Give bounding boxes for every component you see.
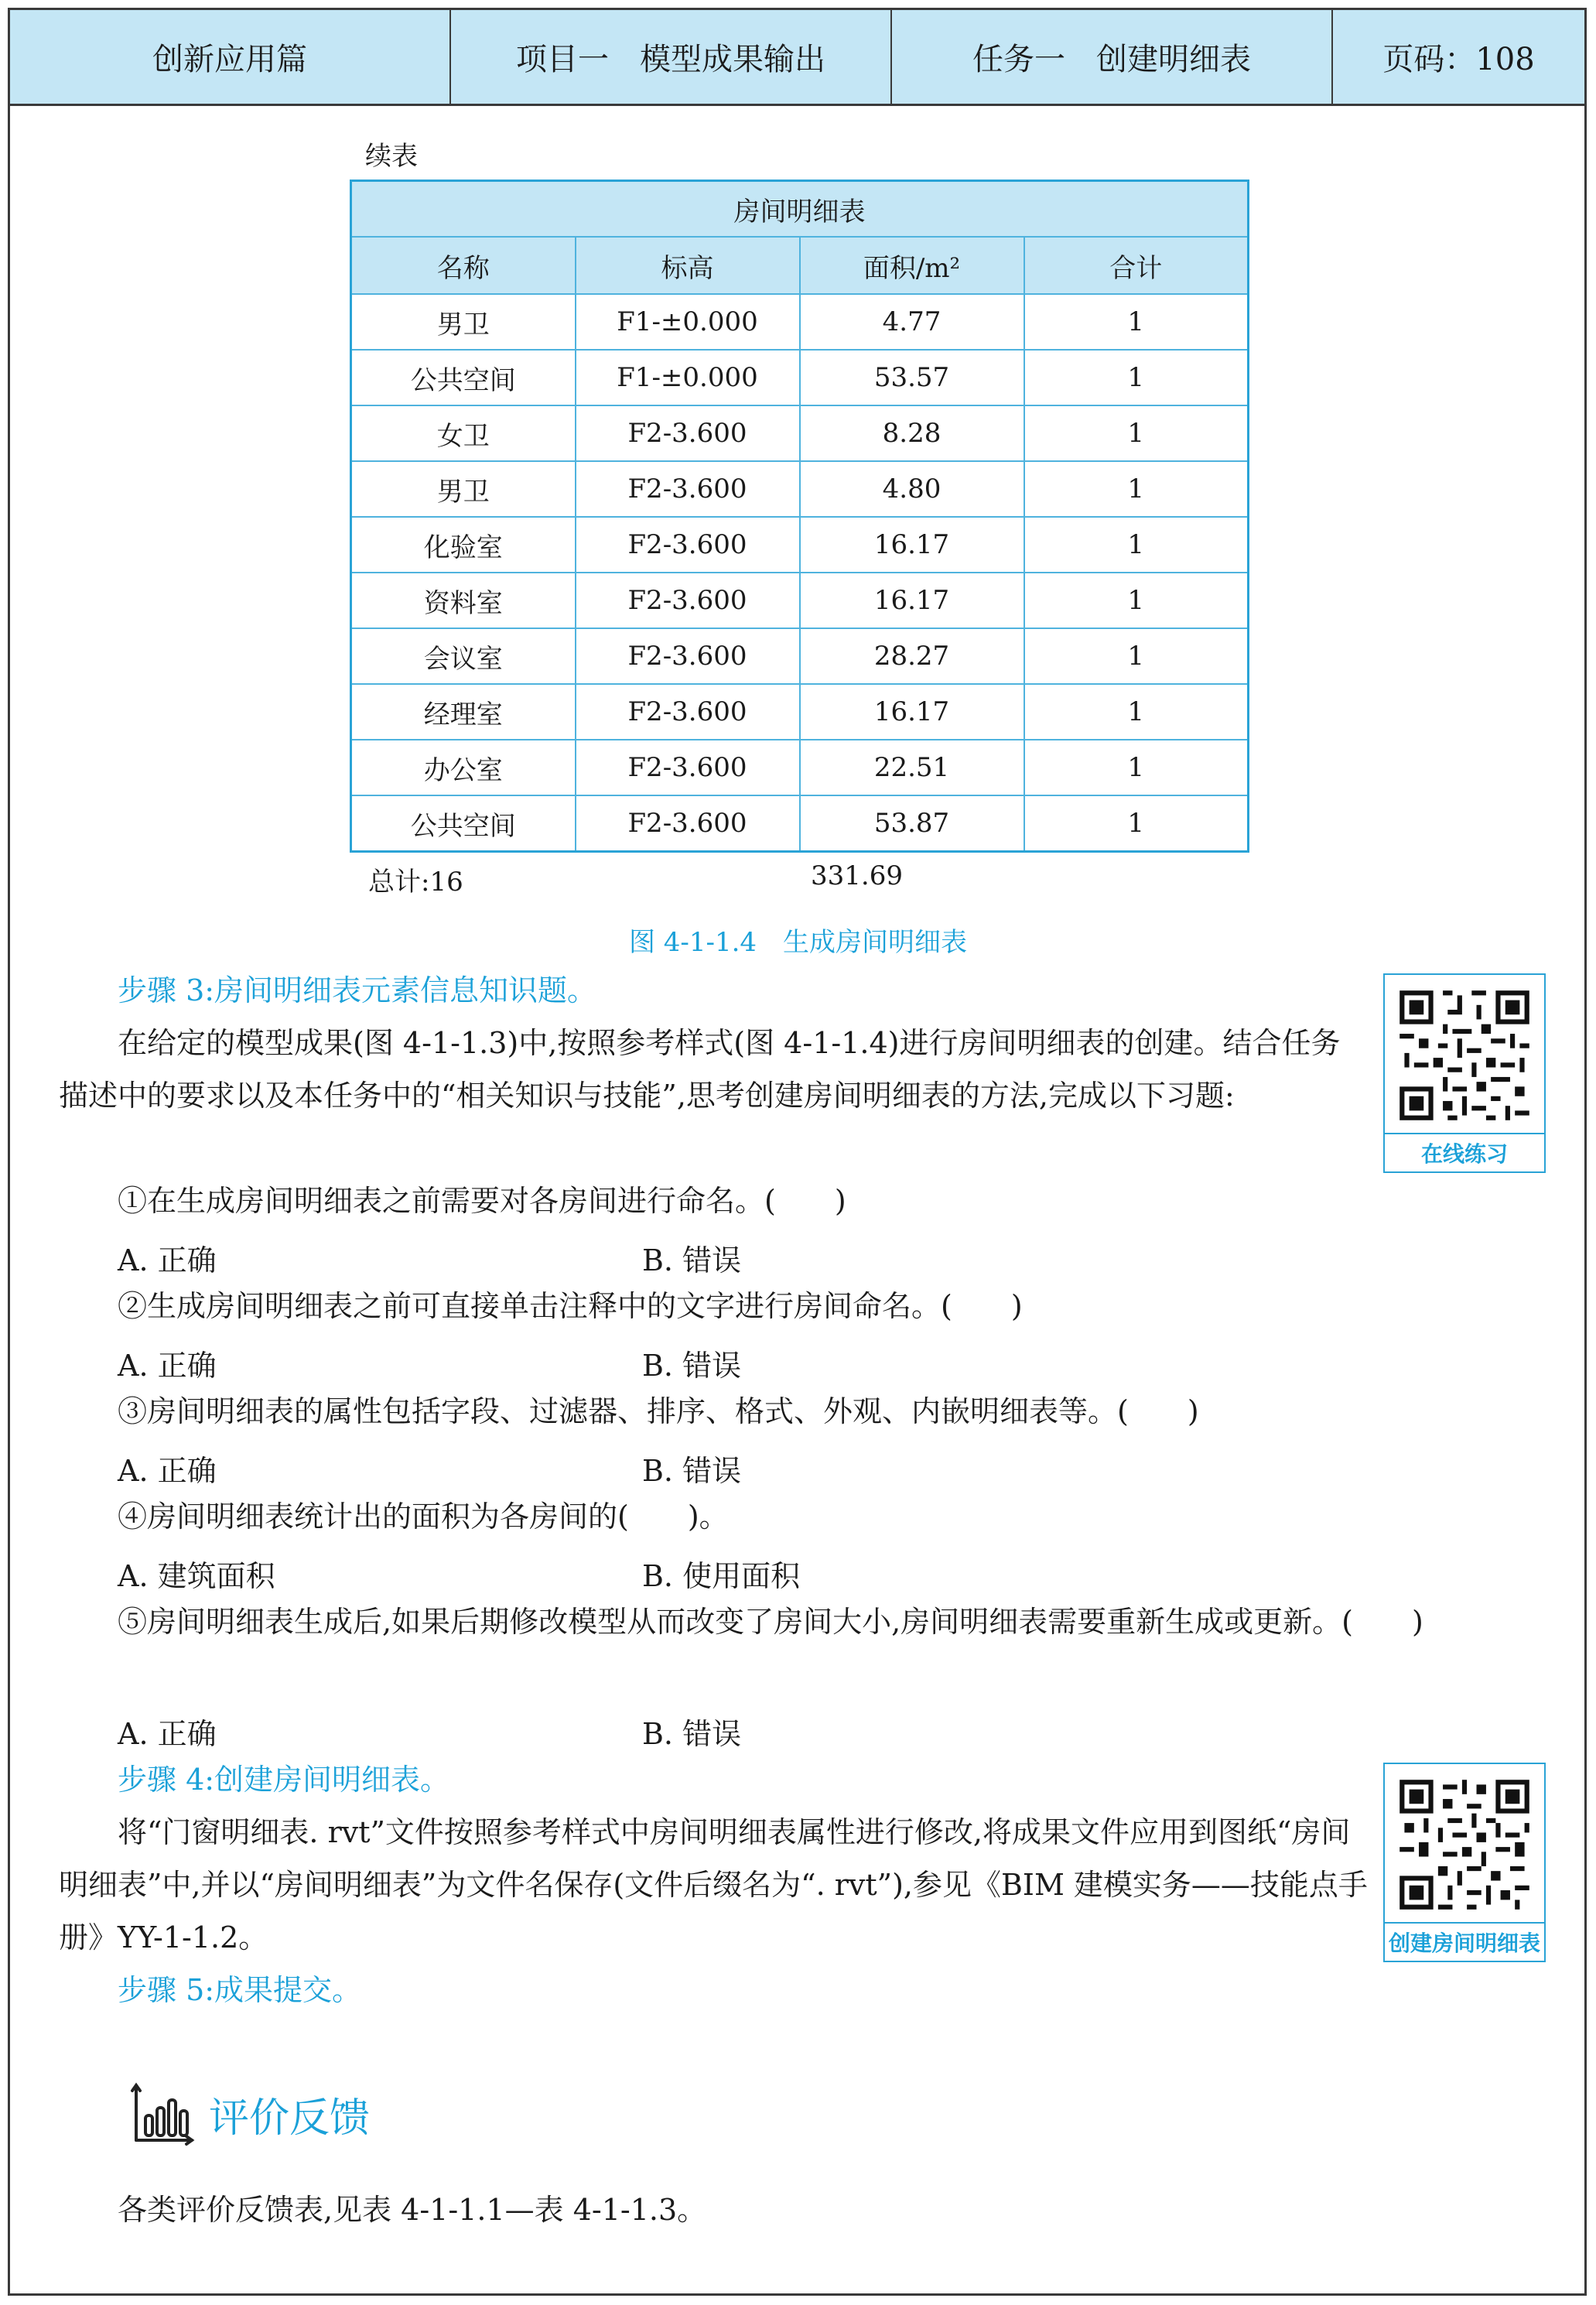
table-row xyxy=(351,740,1249,795)
cell-count: 1 xyxy=(1024,294,1249,350)
cell-level: F1-±0.000 xyxy=(576,294,800,350)
cell-level: F2-3.600 xyxy=(576,628,800,684)
cell-area: 4.77 xyxy=(800,294,1024,350)
qr-caption-online-practice: 在线练习 xyxy=(1385,1133,1544,1171)
column-header-area: 面积/m² xyxy=(800,237,1024,294)
step3-intro: 在给定的模型成果(图 4-1-1.3)中,按照参考样式(图 4-1-1.4)进行房间明细表的创建。结合任务描述中的要求以及本任务中的“相关知识与技能”,思考创建房间明细表的方法,完成以下习题: xyxy=(59,1026,1341,1113)
cell-name: 资料室 xyxy=(351,573,576,628)
step3-heading: 步骤 3:房间明细表元素信息知识题。 xyxy=(118,973,597,1007)
cell-name: 化验室 xyxy=(351,517,576,573)
cell-level: F2-3.600 xyxy=(576,461,800,517)
table-row xyxy=(351,294,1249,350)
cell-level: F2-3.600 xyxy=(576,740,800,795)
feedback-title: 评价反馈 xyxy=(209,2095,371,2142)
room-schedule-table xyxy=(350,180,1249,853)
question-3-option-b[interactable]: B. 错误 xyxy=(642,1454,742,1488)
question-3-option-a[interactable]: A. 正确 xyxy=(118,1454,217,1488)
cell-area: 16.17 xyxy=(800,684,1024,740)
cell-count: 1 xyxy=(1024,628,1249,684)
cell-name: 办公室 xyxy=(351,740,576,795)
qr-caption-create-room-schedule: 创建房间明细表 xyxy=(1385,1922,1544,1961)
cell-count: 1 xyxy=(1024,517,1249,573)
cell-count: 1 xyxy=(1024,795,1249,852)
question-4-option-a[interactable]: A. 建筑面积 xyxy=(118,1559,275,1593)
cell-name: 男卫 xyxy=(351,461,576,517)
step4-heading: 步骤 4:创建房间明细表。 xyxy=(118,1763,450,1797)
cell-name: 公共空间 xyxy=(351,795,576,852)
cell-count: 1 xyxy=(1024,684,1249,740)
feedback-text: 各类评价反馈表,见表 4-1-1.1—表 4-1-1.3。 xyxy=(118,2193,707,2227)
cell-count: 1 xyxy=(1024,740,1249,795)
cell-name: 经理室 xyxy=(351,684,576,740)
question-2: ②生成房间明细表之前可直接单击注释中的文字进行房间命名。( ) xyxy=(118,1289,1023,1323)
cell-area: 8.28 xyxy=(800,405,1024,461)
cell-level: F2-3.600 xyxy=(576,405,800,461)
column-header-count: 合计 xyxy=(1024,237,1249,294)
cell-count: 1 xyxy=(1024,461,1249,517)
cell-level: F2-3.600 xyxy=(576,795,800,852)
table-row xyxy=(351,350,1249,405)
cell-level: F2-3.600 xyxy=(576,573,800,628)
cell-level: F2-3.600 xyxy=(576,684,800,740)
qr-code-icon xyxy=(1395,1775,1534,1914)
cell-area: 53.87 xyxy=(800,795,1024,852)
cell-count: 1 xyxy=(1024,405,1249,461)
cell-count: 1 xyxy=(1024,573,1249,628)
cell-count: 1 xyxy=(1024,350,1249,405)
question-5-option-a[interactable]: A. 正确 xyxy=(118,1717,217,1751)
cell-name: 男卫 xyxy=(351,294,576,350)
qr-code-icon xyxy=(1395,986,1534,1125)
feedback-section-title xyxy=(130,2081,370,2146)
table-row xyxy=(351,517,1249,573)
column-header-level: 标高 xyxy=(576,237,800,294)
question-2-option-b[interactable]: B. 错误 xyxy=(642,1349,742,1383)
cell-level: F1-±0.000 xyxy=(576,350,800,405)
cell-name: 公共空间 xyxy=(351,350,576,405)
table-row xyxy=(351,628,1249,684)
table-row xyxy=(351,795,1249,852)
question-3: ③房间明细表的属性包括字段、过滤器、排序、格式、外观、内嵌明细表等。( ) xyxy=(118,1394,1199,1428)
table-row xyxy=(351,573,1249,628)
question-4-option-b[interactable]: B. 使用面积 xyxy=(642,1559,801,1593)
question-2-option-a[interactable]: A. 正确 xyxy=(118,1349,217,1383)
qr-create-room-schedule[interactable] xyxy=(1383,1763,1546,1962)
cell-name: 会议室 xyxy=(351,628,576,684)
cell-area: 16.17 xyxy=(800,517,1024,573)
header-project: 项目一 模型成果输出 xyxy=(451,10,892,104)
cell-name: 女卫 xyxy=(351,405,576,461)
step4-text: 将“门窗明细表. rvt”文件按照参考样式中房间明细表属性进行修改,将成果文件应用到图纸“房间明细表”中,并以“房间明细表”为文件名保存(文件后缀名为“. rvt”),参见《BIM 建模实务——技能点手册》YY-1-1.2。 xyxy=(59,1815,1368,1954)
cell-level: F2-3.600 xyxy=(576,517,800,573)
cell-area: 16.17 xyxy=(800,573,1024,628)
continued-label: 续表 xyxy=(365,141,418,172)
header-section: 创新应用篇 xyxy=(10,10,451,104)
table-row xyxy=(351,461,1249,517)
table-title: 房间明细表 xyxy=(351,181,1249,238)
bar-chart-icon xyxy=(130,2081,195,2146)
qr-online-practice[interactable] xyxy=(1383,973,1546,1173)
step5-heading: 步骤 5:成果提交。 xyxy=(118,1973,362,2007)
table-row xyxy=(351,684,1249,740)
cell-area: 4.80 xyxy=(800,461,1024,517)
table-row xyxy=(351,405,1249,461)
header-task: 任务一 创建明细表 xyxy=(892,10,1333,104)
cell-area: 53.57 xyxy=(800,350,1024,405)
cell-area: 28.27 xyxy=(800,628,1024,684)
column-header-name: 名称 xyxy=(351,237,576,294)
total-count: 总计:16 xyxy=(368,867,463,898)
question-1-option-b[interactable]: B. 错误 xyxy=(642,1243,742,1277)
question-4: ④房间明细表统计出的面积为各房间的( )。 xyxy=(118,1500,729,1534)
total-area: 331.69 xyxy=(811,860,903,891)
cell-area: 22.51 xyxy=(800,740,1024,795)
page-header xyxy=(8,8,1587,106)
figure-caption: 图 4-1-1.4 生成房间明细表 xyxy=(628,927,968,958)
question-1-option-a[interactable]: A. 正确 xyxy=(118,1243,217,1277)
question-5: ⑤房间明细表生成后,如果后期修改模型从而改变了房间大小,房间明细表需要重新生成或更新。( ) xyxy=(118,1605,1423,1639)
question-1: ①在生成房间明细表之前需要对各房间进行命名。( ) xyxy=(118,1184,846,1218)
question-5-option-b[interactable]: B. 错误 xyxy=(642,1717,742,1751)
header-page-number: 页码：108 xyxy=(1382,42,1535,77)
